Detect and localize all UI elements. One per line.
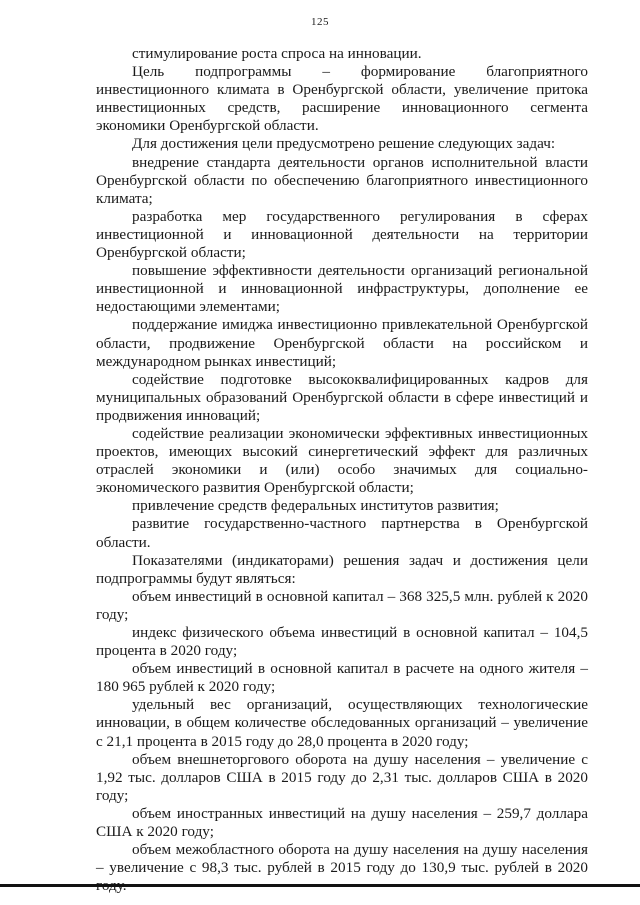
- paragraph: объем внешнеторгового оборота на душу населения – увеличение с 1,92 тыс. долларов США в 2015 году до 2,31 тыс. долларов США в 2020 году;: [96, 750, 588, 804]
- paragraph: объем иностранных инвестиций на душу населения – 259,7 доллара США к 2020 году;: [96, 804, 588, 841]
- paragraph: Для достижения цели предусмотрено решение следующих задач:: [132, 135, 556, 153]
- paragraph: стимулирование роста спроса на инновации.: [132, 45, 422, 62]
- paragraph: развитие государственно-частного партнерства в Оренбургской области.: [96, 515, 588, 551]
- paragraph: объем инвестиций в основной капитал в расчете на одного жителя – 180 965 рублей к 2020 году;: [96, 660, 588, 696]
- paragraph: объем инвестиций в основной капитал – 368 325,5 млн. рублей к 2020 году;: [96, 587, 588, 623]
- page-number: 125: [311, 16, 329, 28]
- paragraph: внедрение стандарта деятельности органов исполнительной власти Оренбургской области по обеспечению благоприятного инвестиционного климата;: [96, 153, 588, 207]
- paragraph: повышение эффективности деятельности организаций региональной инвестиционной и инновационной инфраструктуры, дополнение ее недостающими элементами;: [96, 262, 588, 316]
- paragraph: Показателями (индикаторами) решения задач и достижения цели подпрограммы будут являться:: [96, 551, 588, 587]
- bottom-rule: [0, 884, 640, 887]
- paragraph: содействие реализации экономически эффективных инвестиционных проектов, имеющих высокий синергетический эффект для различных отраслей экономики и (или) особо значимых для социально-экономического развития Оренбургской области;: [96, 424, 588, 497]
- paragraph: объем межобластного оборота на душу населения на душу населения – увеличение с 98,3 тыс. рублей в 2015 году до 130,9 тыс. рублей в 2020: [96, 841, 588, 877]
- paragraph: поддержание имиджа инвестиционно привлекательной Оренбургской области, продвижение Оренбургской области на российском и международном рынках инвестиций;: [96, 316, 588, 370]
- paragraph: разработка мер государственного регулирования в сферах инвестиционной и инновационной деятельности на территории Оренбургской области;: [96, 207, 588, 262]
- paragraph: привлечение средств федеральных институтов развития;: [132, 497, 499, 515]
- paragraph: индекс физического объема инвестиций в основной капитал – 104,5 процента в 2020 году;: [96, 624, 588, 660]
- paragraph: Цель подпрограммы – формирование благоприятного инвестиционного климата в Оренбургской области, увеличение притока инвестиционных средств, расширение инновационного сегмента экономики Оренбургской области.: [96, 63, 588, 135]
- paragraph: удельный вес организаций, осуществляющих технологические инновации, в общем количестве обследованных организаций – увеличение с 21,1 процента в 2015 году до 28,0 процента в 2020 году;: [96, 696, 588, 750]
- paragraph: содействие подготовке высококвалифицированных кадров для муниципальных образований Оренбургской области в сфере инвестиций и продвижения инноваций;: [96, 370, 588, 424]
- document-body: [96, 45, 588, 895]
